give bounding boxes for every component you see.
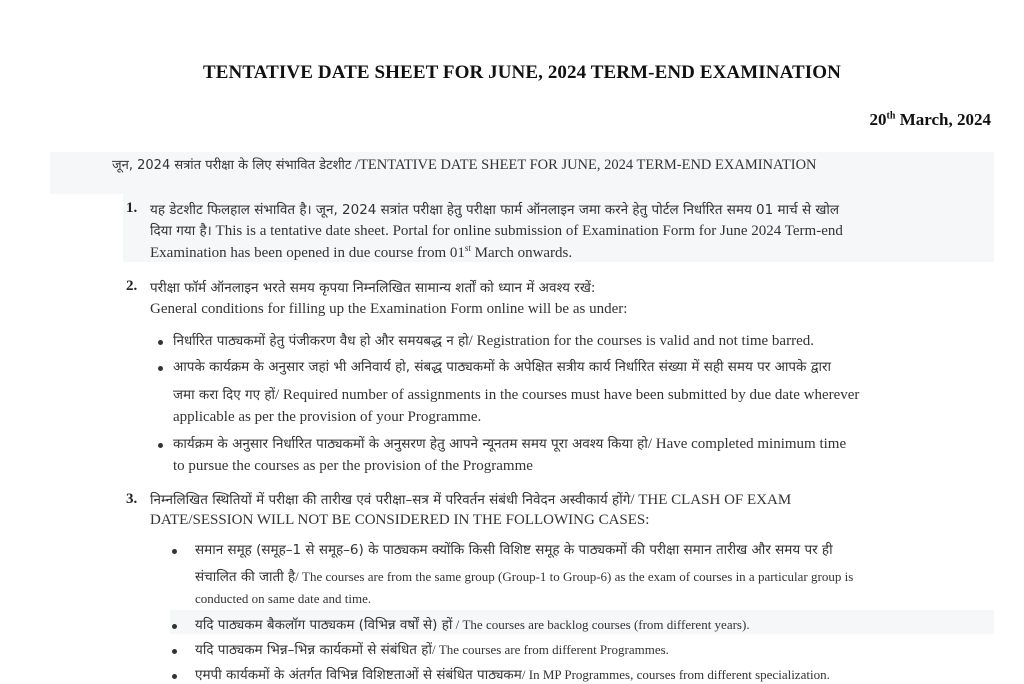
point2-bullet1: निर्धारित पाठ्यकमों हेतु पंजीकरण वैध हो और समयबद्ध न हो/ Registration for the courses is valid and not time barred. <box>173 333 814 349</box>
point-number-2: 2. <box>126 278 138 294</box>
subheading: जून, 2024 सत्रांत परीक्षा के लिए संभावित डेटशीट /TENTATIVE DATE SHEET FOR JUNE, 2024 TERM-END EXAMINATION <box>112 157 817 173</box>
bullet-icon <box>158 366 163 371</box>
point2-bullet2-line2: जमा करा दिए गए हों/ Required number of assignments in the courses must have been submitted by due date wherever <box>173 387 860 403</box>
point3-bullet1-line3: conducted on same date and time. <box>195 591 372 606</box>
point1-line3: Examination has been opened in due course from 01st March onwards. <box>150 243 573 261</box>
point2-line2: General conditions for filling up the Examination Form online will be as under: <box>150 301 628 317</box>
point1-line1: यह डेटशीट फिलहाल संभावित है। जून, 2024 सत्रांत परीक्षा हेतु परीक्षा फार्म ऑनलाइन जमा करने हेतु पोर्टल निर्धारित समय 01 मार्च से खोल <box>150 202 840 218</box>
document-date: 20th March, 2024 <box>869 110 991 129</box>
bullet-icon <box>158 443 163 448</box>
bullet-icon <box>172 674 177 679</box>
point2-bullet3-line1: कार्यक्रम के अनुसार निर्धारित पाठ्यकमों के अनुसरण हेतु आपने न्यूनतम समय पूरा अवश्य किया हो/ Have completed minimum time <box>173 436 847 452</box>
bullet-icon <box>172 549 177 554</box>
point3-bullet3: यदि पाठ्यकम भिन्न–भिन्न कार्यकमों से संबंधित हों/ The courses are from different Programmes. <box>195 642 669 658</box>
point2-line1: परीक्षा फॉर्म ऑनलाइन भरते समय कृपया निम्नलिखित सामान्य शर्तों को ध्यान में अवश्य रखें: <box>150 280 596 296</box>
point2-bullet2-line3: applicable as per the provision of your Programme. <box>173 409 482 425</box>
bullet-icon <box>158 340 163 345</box>
point1-line2: दिया गया है। This is a tentative date sheet. Portal for online submission of Examination Form for June 2024 Term-end <box>150 223 843 239</box>
point2-bullet2-line1: आपके कार्यक्रम के अनुसार जहां भी अनिवार्य हो, संबद्ध पाठ्यकमों के अपेक्षित सत्रीय कार्य निर्धारित संख्या में सही समय पर आपके द्वारा <box>173 359 831 375</box>
point-number-3: 3. <box>126 491 138 507</box>
document-title: TENTATIVE DATE SHEET FOR JUNE, 2024 TERM-END EXAMINATION <box>203 62 841 83</box>
point3-bullet4: एमपी कार्यकमों के अंतर्गत विभिन्न विशिष्टताओं से संबंधित पाठ्यकम/ In MP Programmes, courses from different specialization. <box>195 667 830 683</box>
point-number-1: 1. <box>126 200 138 216</box>
point2-bullet3-line2: to pursue the courses as per the provision of the Programme <box>173 458 533 474</box>
bullet-icon <box>172 624 177 629</box>
bullet-icon <box>172 649 177 654</box>
point3-bullet1-line1: समान समूह (समूह–1 से समूह–6) के पाठ्यकम क्योंकि किसी विशिष्ट समूह के पाठ्यकमों की परीक्षा समान तारीख और समय पर ही <box>195 542 833 558</box>
point3-bullet2: यदि पाठ्यकम बैकलॉग पाठ्यकम (विभिन्न वर्षों से) हों / The courses are backlog courses (from different years). <box>195 617 750 633</box>
point3-bullet1-line2: संचालित की जाती है/ The courses are from the same group (Group-1 to Group-6) as the exam of courses in a particular group is <box>195 569 854 585</box>
point3-line2: DATE/SESSION WILL NOT BE CONSIDERED IN THE FOLLOWING CASES: <box>150 512 650 528</box>
point3-line1: निम्नलिखित स्थितियों में परीक्षा की तारीख एवं परीक्षा–सत्र में परिवर्तन संबंधी निवेदन अस्वीकार्य होंगे/ THE CLASH OF EXAM <box>150 492 792 508</box>
